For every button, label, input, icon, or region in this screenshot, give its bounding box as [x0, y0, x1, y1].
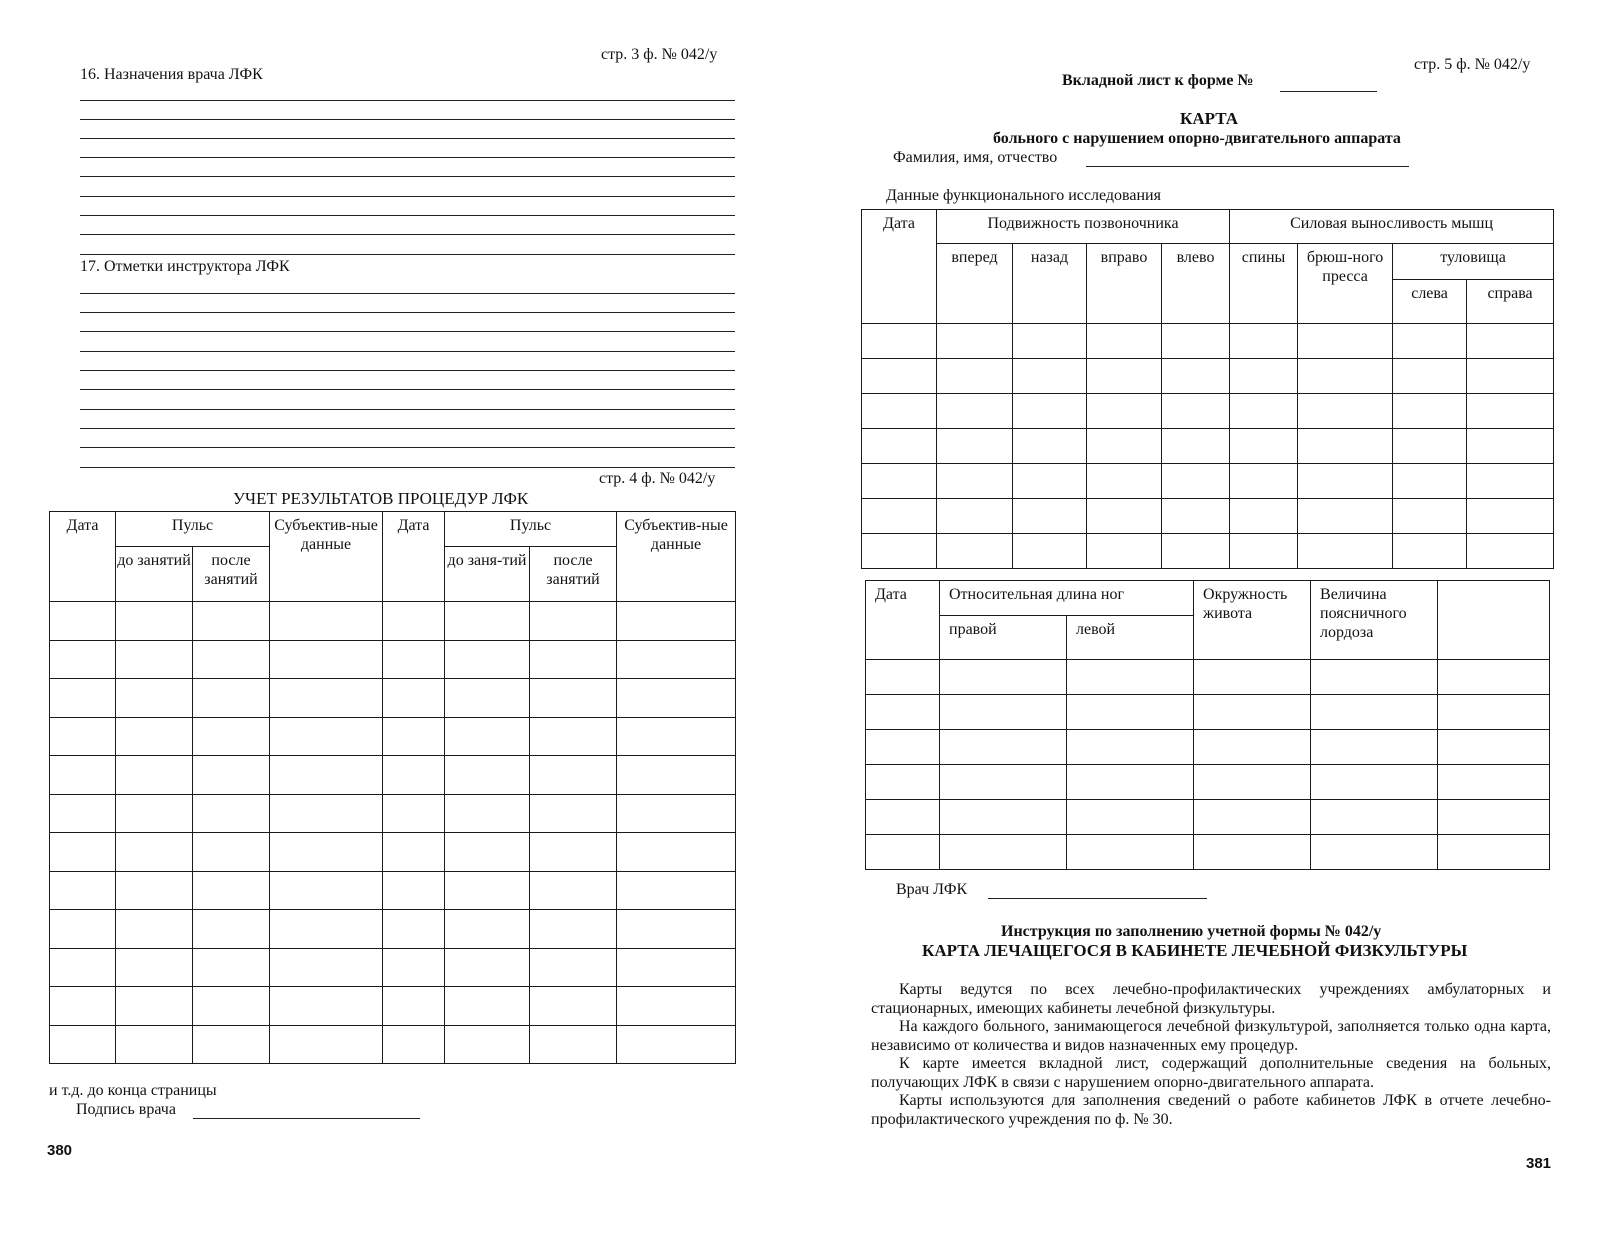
empty-cell[interactable]	[1194, 765, 1311, 800]
empty-cell[interactable]	[50, 794, 116, 833]
table-row	[50, 640, 736, 679]
empty-cell[interactable]	[1467, 394, 1554, 429]
t1-header-back: назад	[1013, 244, 1087, 324]
empty-cell[interactable]	[445, 910, 530, 949]
table-row	[866, 800, 1550, 835]
empty-cell[interactable]	[1438, 765, 1550, 800]
empty-cell[interactable]	[1013, 394, 1087, 429]
empty-cell[interactable]	[1162, 359, 1230, 394]
empty-cell[interactable]	[1230, 429, 1298, 464]
table-row	[50, 987, 736, 1026]
empty-cell[interactable]	[530, 948, 617, 987]
empty-cell[interactable]	[1194, 730, 1311, 765]
empty-cell[interactable]	[445, 948, 530, 987]
page-number-right: 381	[1526, 1155, 1552, 1172]
empty-cell[interactable]	[940, 660, 1067, 695]
table-row	[866, 660, 1550, 695]
empty-cell[interactable]	[1162, 499, 1230, 534]
empty-cell[interactable]	[866, 730, 940, 765]
empty-cell[interactable]	[1467, 499, 1554, 534]
empty-cell[interactable]	[383, 602, 445, 641]
empty-cell[interactable]	[383, 910, 445, 949]
empty-cell[interactable]	[1467, 429, 1554, 464]
doctor-label: Врач ЛФК	[896, 881, 968, 898]
empty-cell[interactable]	[116, 1025, 193, 1064]
t1-header-spine-mobility: Подвижность позвоночника	[937, 210, 1230, 244]
empty-cell[interactable]	[383, 717, 445, 756]
empty-cell[interactable]	[50, 1025, 116, 1064]
empty-cell[interactable]	[193, 948, 270, 987]
t2-header-date: Дата	[866, 581, 940, 660]
empty-cell[interactable]	[270, 833, 383, 872]
empty-cell[interactable]	[1393, 324, 1467, 359]
empty-cell[interactable]	[383, 679, 445, 718]
empty-cell[interactable]	[937, 324, 1013, 359]
table-row	[50, 871, 736, 910]
table-row	[862, 359, 1554, 394]
empty-cell[interactable]	[1087, 429, 1162, 464]
empty-cell[interactable]	[1230, 324, 1298, 359]
empty-cell[interactable]	[383, 1025, 445, 1064]
empty-cell[interactable]	[866, 660, 940, 695]
t1-header-torso: туловища	[1393, 244, 1554, 280]
functional-data-label: Данные функционального исследования	[886, 187, 1161, 204]
procedures-table	[49, 511, 736, 1064]
empty-cell[interactable]	[1162, 394, 1230, 429]
section-17-title: 17. Отметки инструктора ЛФК	[80, 258, 290, 275]
header-subjective: Субъектив-ные данные	[270, 512, 383, 602]
empty-cell[interactable]	[937, 534, 1013, 569]
empty-cell[interactable]	[1311, 765, 1438, 800]
empty-cell[interactable]	[1162, 429, 1230, 464]
t2-header-abdomen: Окружность живота	[1194, 581, 1311, 660]
empty-cell[interactable]	[530, 794, 617, 833]
empty-cell[interactable]	[270, 910, 383, 949]
empty-cell[interactable]	[1230, 499, 1298, 534]
empty-cell[interactable]	[116, 871, 193, 910]
empty-cell[interactable]	[50, 987, 116, 1026]
empty-cell[interactable]	[1087, 464, 1162, 499]
empty-cell[interactable]	[617, 948, 736, 987]
empty-cell[interactable]	[940, 765, 1067, 800]
header-before: до занятий	[116, 547, 193, 602]
empty-cell[interactable]	[1311, 835, 1438, 870]
empty-cell[interactable]	[866, 765, 940, 800]
empty-cell[interactable]	[50, 602, 116, 641]
t1-header-torso-left: слева	[1393, 280, 1467, 324]
t2-header-right-leg: правой	[940, 616, 1067, 660]
empty-cell[interactable]	[1013, 429, 1087, 464]
empty-cell[interactable]	[530, 717, 617, 756]
page-number-left: 380	[47, 1142, 73, 1159]
empty-cell[interactable]	[1467, 359, 1554, 394]
empty-cell[interactable]	[866, 695, 940, 730]
empty-cell[interactable]	[445, 717, 530, 756]
empty-cell[interactable]	[1230, 394, 1298, 429]
empty-cell[interactable]	[383, 756, 445, 795]
empty-cell[interactable]	[116, 717, 193, 756]
empty-cell[interactable]	[530, 910, 617, 949]
card-title: КАРТА	[1180, 109, 1238, 128]
instruction-paragraph-2: На каждого больного, занимающегося лечебной физкультурой, заполняется только одна карта, независимо от количества и видов назначенных ему процедур.	[871, 1018, 1551, 1054]
empty-cell[interactable]	[1162, 324, 1230, 359]
signature-line	[193, 1118, 420, 1119]
empty-cell[interactable]	[1087, 359, 1162, 394]
header-after-2: после занятий	[530, 547, 617, 602]
empty-cell[interactable]	[1013, 534, 1087, 569]
page-ref-4: стр. 4 ф. № 042/у	[599, 470, 716, 487]
empty-cell[interactable]	[1067, 800, 1194, 835]
fio-line	[1086, 166, 1409, 167]
empty-cell[interactable]	[617, 640, 736, 679]
procedures-table-title: УЧЕТ РЕЗУЛЬТАТОВ ПРОЦЕДУР ЛФК	[233, 489, 529, 508]
instruction-paragraph-1: Карты ведутся по всех лечебно-профилактических учреждениях амбулаторных и стационарных, имеющих кабинеты лечебной физкультуры.	[871, 981, 1551, 1017]
form-number-line	[1280, 91, 1377, 92]
empty-cell[interactable]	[862, 429, 937, 464]
empty-cell[interactable]	[445, 987, 530, 1026]
empty-cell[interactable]	[270, 948, 383, 987]
empty-cell[interactable]	[1298, 324, 1393, 359]
empty-cell[interactable]	[445, 602, 530, 641]
empty-cell[interactable]	[1298, 394, 1393, 429]
empty-cell[interactable]	[1311, 800, 1438, 835]
table-row	[862, 324, 1554, 359]
t2-header-empty	[1438, 581, 1550, 660]
header-subjective-2: Субъектив-ные данные	[617, 512, 736, 602]
empty-cell[interactable]	[193, 987, 270, 1026]
table-row	[50, 1025, 736, 1064]
empty-cell[interactable]	[617, 987, 736, 1026]
header-pulse: Пульс	[116, 512, 270, 547]
empty-cell[interactable]	[270, 794, 383, 833]
empty-cell[interactable]	[445, 1025, 530, 1064]
table-row	[866, 835, 1550, 870]
empty-cell[interactable]	[617, 756, 736, 795]
table-row	[50, 756, 736, 795]
empty-cell[interactable]	[50, 871, 116, 910]
empty-cell[interactable]	[1438, 730, 1550, 765]
section-16-title: 16. Назначения врача ЛФК	[80, 66, 263, 83]
empty-cell[interactable]	[193, 640, 270, 679]
empty-cell[interactable]	[1067, 695, 1194, 730]
empty-cell[interactable]	[1013, 359, 1087, 394]
t2-header-leg-length: Относительная длина ног	[940, 581, 1194, 616]
empty-cell[interactable]	[862, 534, 937, 569]
empty-cell[interactable]	[270, 679, 383, 718]
empty-cell[interactable]	[1087, 534, 1162, 569]
empty-cell[interactable]	[383, 871, 445, 910]
empty-cell[interactable]	[937, 429, 1013, 464]
empty-cell[interactable]	[50, 833, 116, 872]
empty-cell[interactable]	[1393, 394, 1467, 429]
empty-cell[interactable]	[1467, 464, 1554, 499]
empty-cell[interactable]	[862, 499, 937, 534]
empty-cell[interactable]	[1162, 534, 1230, 569]
table-row	[50, 794, 736, 833]
empty-cell[interactable]	[1194, 800, 1311, 835]
empty-cell[interactable]	[193, 910, 270, 949]
empty-cell[interactable]	[940, 835, 1067, 870]
empty-cell[interactable]	[270, 717, 383, 756]
table-row	[50, 717, 736, 756]
empty-cell[interactable]	[270, 871, 383, 910]
empty-cell[interactable]	[1194, 695, 1311, 730]
t1-header-left: влево	[1162, 244, 1230, 324]
empty-cell[interactable]	[116, 679, 193, 718]
table-row	[862, 534, 1554, 569]
empty-cell[interactable]	[383, 948, 445, 987]
header-before-2: до заня-тий	[445, 547, 530, 602]
empty-cell[interactable]	[1438, 835, 1550, 870]
empty-cell[interactable]	[940, 800, 1067, 835]
empty-cell[interactable]	[1087, 394, 1162, 429]
empty-cell[interactable]	[1194, 835, 1311, 870]
table-row	[862, 429, 1554, 464]
t1-header-abdominal: брюш-ного пресса	[1298, 244, 1393, 324]
page-ref-5: стр. 5 ф. № 042/у	[1414, 56, 1531, 73]
table-row	[866, 765, 1550, 800]
empty-cell[interactable]	[530, 987, 617, 1026]
t1-header-muscle-endurance: Силовая выносливость мышц	[1230, 210, 1554, 244]
table-row	[50, 833, 736, 872]
empty-cell[interactable]	[193, 717, 270, 756]
empty-cell[interactable]	[862, 359, 937, 394]
empty-cell[interactable]	[1298, 359, 1393, 394]
table-row	[862, 499, 1554, 534]
table-row	[50, 948, 736, 987]
table-row	[862, 394, 1554, 429]
header-after: после занятий	[193, 547, 270, 602]
empty-cell[interactable]	[445, 833, 530, 872]
empty-cell[interactable]	[1298, 499, 1393, 534]
empty-cell[interactable]	[116, 948, 193, 987]
t1-header-date: Дата	[862, 210, 937, 324]
leg-length-table-body	[866, 660, 1550, 870]
empty-cell[interactable]	[1393, 464, 1467, 499]
empty-cell[interactable]	[1311, 695, 1438, 730]
instruction-paragraph-3: К карте имеется вкладной лист, содержащий дополнительные сведения на больных, получающих ЛФК в связи с нарушением опорно-двигательного аппарата.	[871, 1055, 1551, 1091]
empty-cell[interactable]	[1162, 464, 1230, 499]
empty-cell[interactable]	[50, 640, 116, 679]
t1-header-right: вправо	[1087, 244, 1162, 324]
table-row	[50, 679, 736, 718]
empty-cell[interactable]	[617, 679, 736, 718]
empty-cell[interactable]	[1467, 324, 1554, 359]
empty-cell[interactable]	[530, 833, 617, 872]
empty-cell[interactable]	[270, 987, 383, 1026]
empty-cell[interactable]	[50, 679, 116, 718]
empty-cell[interactable]	[445, 679, 530, 718]
empty-cell[interactable]	[937, 464, 1013, 499]
header-date: Дата	[50, 512, 116, 602]
empty-cell[interactable]	[116, 794, 193, 833]
empty-cell[interactable]	[1087, 499, 1162, 534]
empty-cell[interactable]	[1230, 464, 1298, 499]
empty-cell[interactable]	[617, 1025, 736, 1064]
empty-cell[interactable]	[1013, 324, 1087, 359]
empty-cell[interactable]	[530, 871, 617, 910]
page-ref-3: стр. 3 ф. № 042/у	[601, 46, 718, 63]
table-row	[862, 464, 1554, 499]
card-subtitle: больного с нарушением опорно-двигательного аппарата	[993, 130, 1401, 147]
footer-note: и т.д. до конца страницы	[49, 1082, 217, 1099]
t2-header-lordosis: Величина поясничного лордоза	[1311, 581, 1438, 660]
empty-cell[interactable]	[1311, 730, 1438, 765]
insert-sheet-label: Вкладной лист к форме №	[1062, 72, 1254, 89]
empty-cell[interactable]	[617, 833, 736, 872]
empty-cell[interactable]	[270, 756, 383, 795]
empty-cell[interactable]	[270, 1025, 383, 1064]
empty-cell[interactable]	[1087, 324, 1162, 359]
empty-cell[interactable]	[116, 756, 193, 795]
empty-cell[interactable]	[1311, 660, 1438, 695]
empty-cell[interactable]	[116, 910, 193, 949]
empty-cell[interactable]	[1067, 835, 1194, 870]
procedures-table-body	[50, 602, 736, 1064]
empty-cell[interactable]	[193, 679, 270, 718]
empty-cell[interactable]	[1298, 534, 1393, 569]
table-row	[50, 910, 736, 949]
empty-cell[interactable]	[530, 602, 617, 641]
empty-cell[interactable]	[1013, 499, 1087, 534]
empty-cell[interactable]	[116, 833, 193, 872]
empty-cell[interactable]	[862, 324, 937, 359]
empty-cell[interactable]	[530, 640, 617, 679]
empty-cell[interactable]	[383, 640, 445, 679]
empty-cell[interactable]	[270, 602, 383, 641]
empty-cell[interactable]	[445, 756, 530, 795]
empty-cell[interactable]	[1067, 660, 1194, 695]
empty-cell[interactable]	[50, 756, 116, 795]
instruction-paragraph-4: Карты используются для заполнения сведений о работе кабинетов ЛФК в отчете лечебно-профилактического учреждения по ф. № 30.	[871, 1092, 1551, 1128]
empty-cell[interactable]	[862, 394, 937, 429]
fio-label: Фамилия, имя, отчество	[893, 149, 1058, 166]
empty-cell[interactable]	[50, 948, 116, 987]
empty-cell[interactable]	[617, 717, 736, 756]
empty-cell[interactable]	[1298, 464, 1393, 499]
empty-cell[interactable]	[940, 695, 1067, 730]
empty-cell[interactable]	[937, 359, 1013, 394]
empty-cell[interactable]	[617, 602, 736, 641]
empty-cell[interactable]	[383, 794, 445, 833]
empty-cell[interactable]	[866, 835, 940, 870]
empty-cell[interactable]	[937, 499, 1013, 534]
empty-cell[interactable]	[617, 794, 736, 833]
empty-cell[interactable]	[193, 871, 270, 910]
empty-cell[interactable]	[862, 464, 937, 499]
empty-cell[interactable]	[445, 871, 530, 910]
table-row	[866, 730, 1550, 765]
empty-cell[interactable]	[193, 1025, 270, 1064]
table-row	[866, 695, 1550, 730]
instruction-body	[871, 981, 1551, 1129]
instruction-subtitle: КАРТА ЛЕЧАЩЕГОСЯ В КАБИНЕТЕ ЛЕЧЕБНОЙ ФИЗКУЛЬТУРЫ	[922, 941, 1468, 960]
empty-cell[interactable]	[116, 987, 193, 1026]
header-pulse-2: Пульс	[445, 512, 617, 547]
signature-label: Подпись врача	[76, 1101, 176, 1118]
spine-mobility-table-body	[862, 324, 1554, 569]
empty-cell[interactable]	[1438, 660, 1550, 695]
empty-cell[interactable]	[193, 756, 270, 795]
empty-cell[interactable]	[1013, 464, 1087, 499]
empty-cell[interactable]	[937, 394, 1013, 429]
t2-header-left-leg: левой	[1067, 616, 1194, 660]
empty-cell[interactable]	[530, 756, 617, 795]
empty-cell[interactable]	[445, 794, 530, 833]
empty-cell[interactable]	[270, 640, 383, 679]
empty-cell[interactable]	[383, 833, 445, 872]
header-date-2: Дата	[383, 512, 445, 602]
table-row	[50, 602, 736, 641]
empty-cell[interactable]	[445, 640, 530, 679]
empty-cell[interactable]	[1067, 730, 1194, 765]
t1-header-torso-right: справа	[1467, 280, 1554, 324]
empty-cell[interactable]	[617, 910, 736, 949]
empty-cell[interactable]	[530, 1025, 617, 1064]
empty-cell[interactable]	[193, 602, 270, 641]
empty-cell[interactable]	[1194, 660, 1311, 695]
empty-cell[interactable]	[116, 640, 193, 679]
empty-cell[interactable]	[193, 794, 270, 833]
empty-cell[interactable]	[530, 679, 617, 718]
empty-cell[interactable]	[866, 800, 940, 835]
instruction-title: Инструкция по заполнению учетной формы № 042/у	[1001, 923, 1382, 940]
t1-header-forward: вперед	[937, 244, 1013, 324]
empty-cell[interactable]	[1438, 695, 1550, 730]
empty-cell[interactable]	[1393, 429, 1467, 464]
empty-cell[interactable]	[617, 871, 736, 910]
empty-cell[interactable]	[193, 833, 270, 872]
empty-cell[interactable]	[940, 730, 1067, 765]
empty-cell[interactable]	[1438, 800, 1550, 835]
spine-mobility-table	[861, 209, 1554, 569]
t1-header-backs: спины	[1230, 244, 1298, 324]
empty-cell[interactable]	[50, 910, 116, 949]
empty-cell[interactable]	[1467, 534, 1554, 569]
leg-length-table	[865, 580, 1550, 870]
empty-cell[interactable]	[1230, 534, 1298, 569]
empty-cell[interactable]	[1393, 499, 1467, 534]
empty-cell[interactable]	[1298, 429, 1393, 464]
empty-cell[interactable]	[1230, 359, 1298, 394]
empty-cell[interactable]	[1067, 765, 1194, 800]
empty-cell[interactable]	[116, 602, 193, 641]
empty-cell[interactable]	[1393, 534, 1467, 569]
doctor-signature-line	[988, 898, 1207, 899]
empty-cell[interactable]	[1393, 359, 1467, 394]
empty-cell[interactable]	[50, 717, 116, 756]
empty-cell[interactable]	[383, 987, 445, 1026]
